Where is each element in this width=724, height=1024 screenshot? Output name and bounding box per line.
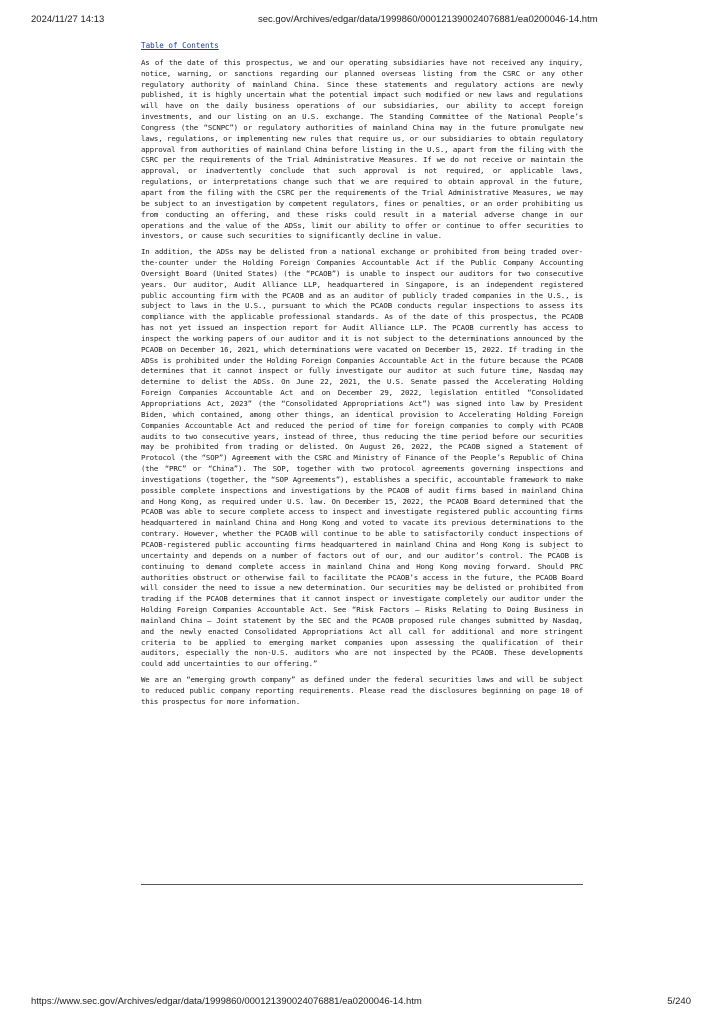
table-of-contents-link[interactable]: Table of Contents [141, 41, 219, 50]
print-url: https://www.sec.gov/Archives/edgar/data/1999860/000121390024076881/ea0200046-14.htm [31, 996, 422, 1007]
print-header [0, 14, 724, 28]
paragraph-emerging-growth: We are an “emerging growth company” as defined under the federal securities laws and will be subject to reduced public company reporting requirements. Please read the disclosures beginning on page 10 of this prospectus for more information. [141, 675, 583, 706]
page-number: 5/240 [667, 996, 691, 1007]
section-divider [141, 884, 583, 885]
document-body [141, 41, 583, 713]
print-datetime: 2024/11/27 14:13 [31, 14, 105, 25]
print-footer [0, 996, 724, 1010]
paragraph-regulatory-approval: As of the date of this prospectus, we and our operating subsidiaries have not received any inquiry, notice, warning, or sanctions regarding our planned overseas listing from the CSRC or any other regulatory authority of mainland China. Since these statements and regulatory actions are newly published, it is highly uncertain what the potential impact such modified or new laws and regulations will have on the daily business operations of our subsidiaries, our ability to accept foreign investments, and our listing on an U.S. exchange. The Standing Committee of the National People’s Congress (the “SCNPC”) or regulatory authorities of mainland China may in the future promulgate new laws, regulations, or implementing new rules that require us, or our subsidiaries to obtain regulatory approval from authorities of mainland China before listing in the U.S., apart from the filing with the CSRC per the requirements of the Trial Administrative Measures. If we do not receive or maintain the approval, or inadvertently conclude that such approval is not required, or applicable laws, regulations, or interpretations change such that we are required to obtain approval in the future, apart from the filing with the CSRC per the requirements of the Trial Administrative Measures, we may be subject to an investigation by competent regulators, fines or penalties, or an order prohibiting us from conducting an offering, and these risks could result in a material adverse change in our operations and the value of the ADSs, limit our ability to offer or continue to offer securities to investors, or cause such securities to significantly decline in value. [141, 57, 583, 241]
print-page-title: sec.gov/Archives/edgar/data/1999860/000121390024076881/ea0200046-14.htm [258, 14, 598, 25]
paragraph-pcaob-delisting: In addition, the ADSs may be delisted from a national exchange or prohibited from being traded over-the-counter under the Holding Foreign Companies Accountable Act if the Public Company Accounting Oversight Board (United States) (the “PCAOB”) is unable to inspect our auditors for two consecutive years. Our auditor, Audit Alliance LLP, headquartered in Singapore, is an independent registered public accounting firm with the PCAOB and as an auditor of publicly traded companies in the U.S., is subject to laws in the U.S., pursuant to which the PCAOB conducts regular inspections to assess its compliance with the applicable professional standards. As of the date of this prospectus, the PCAOB has not yet issued an inspection report for Audit Alliance LLP. The PCAOB currently has access to inspect the working papers of our auditor and it is not subject to the determinations announced by the PCAOB on December 16, 2021, which determinations were vacated on December 15, 2022. If trading in the ADSs is prohibited under the Holding Foreign Companies Accountable Act in the future because the PCAOB determines that it cannot inspect or fully investigate our auditor at such future time, Nasdaq may determine to delist the ADSs. On June 22, 2021, the U.S. Senate passed the Accelerating Holding Foreign Companies Accountable Act and on December 29, 2022, legislation entitled “Consolidated Appropriations Act, 2023” (the “Consolidated Appropriations Act”) was signed into law by President Biden, which contained, among other things, an identical provision to Accelerating Holding Foreign Companies Accountable Act and reduced the period of time for foreign companies to comply with PCAOB audits to two consecutive years, instead of three, thus reducing the time period before our securities may be prohibited from trading or delisted. On August 26, 2022, the PCAOB signed a Statement of Protocol (the “SOP”) Agreement with the CSRC and Ministry of Finance of the People’s Republic of China (the “PRC” or “China”). The SOP, together with two protocol agreements governing inspections and investigations (together, the “SOP Agreements”), establishes a specific, accountable framework to make possible complete inspections and investigations by the PCAOB of audit firms based in mainland China and Hong Kong, as required under U.S. law. On December 15, 2022, the PCAOB Board determined that the PCAOB was able to secure complete access to inspect and investigate registered public accounting firms headquartered in mainland China and Hong Kong and voted to vacate its previous determinations to the contrary. However, whether the PCAOB will continue to be able to satisfactorily conduct inspections of PCAOB-registered public accounting firms headquartered in mainland China and Hong Kong is subject to uncertainty and depends on a number of factors out of our, and our auditor’s control. The PCAOB is continuing to demand complete access in mainland China and Hong Kong moving forward. Should PRC authorities obstruct or otherwise fail to facilitate the PCAOB’s access in the future, the PCAOB Board will consider the need to issue a new determination. Our securities may be delisted or prohibited from trading if the PCAOB determines that it cannot inspect or investigate completely our auditor under the Holding Foreign Companies Accountable Act. See “Risk Factors — Risks Relating to Doing Business in mainland China — Joint statement by the SEC and the PCAOB proposed rule changes submitted by Nasdaq, and the newly enacted Consolidated Appropriations Act all call for additional and more stringent criteria to be applied to emerging market companies upon assessing the qualification of their auditors, especially the non-U.S. auditors who are not inspected by the PCAOB. These developments could add uncertainties to our offering.” [141, 247, 583, 669]
